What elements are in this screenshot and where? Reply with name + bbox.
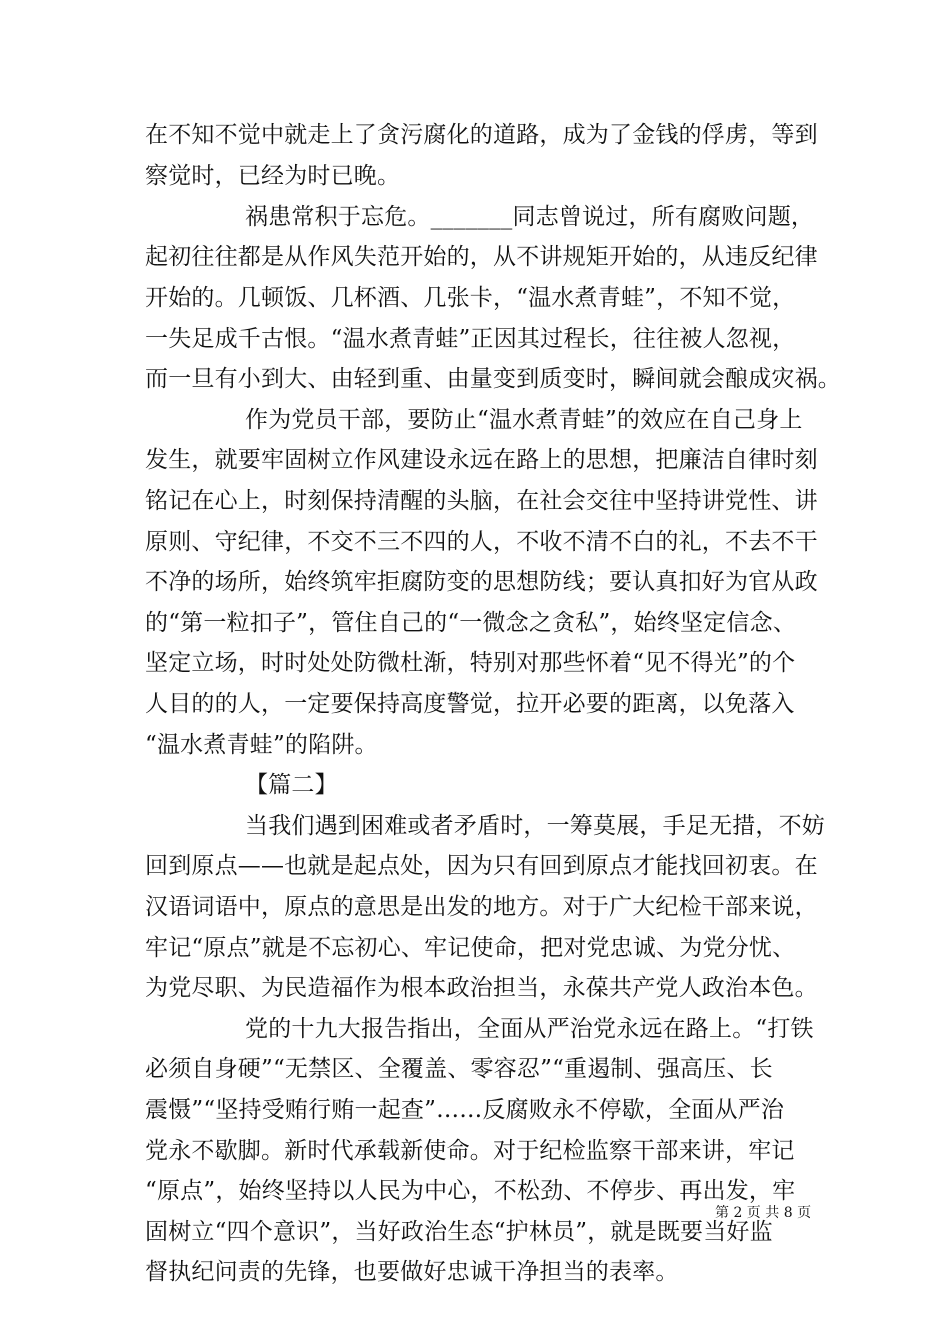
text-line: 而一旦有小到大、由轻到重、由量变到质变时，瞬间就会酿成灾祸。 (145, 366, 841, 392)
paragraph-first-line: 当我们遇到困难或者矛盾时，一筹莫展，手足无措，不妨 (245, 813, 825, 839)
page-number-footer: 第 2 页 共 8 页 (715, 1205, 812, 1221)
text-line: 发生，就要牢固树立作风建设永远在路上的思想，把廉洁自律时刻 (145, 447, 818, 473)
text-line: 原则、守纪律，不交不三不四的人，不收不清不白的礼，不去不干 (145, 529, 818, 555)
text-line: 固树立“四个意识”，当好政治生态“护林员”，就是既要当好监 (145, 1219, 773, 1245)
text-line: “温水煮青蛙”的陷阱。 (145, 732, 378, 758)
text-line: 起初往往都是从作风失范开始的，从不讲规矩开始的，从违反纪律 (145, 244, 818, 270)
text-line: 的“第一粒扣子”，管住自己的“一微念之贪私”，始终坚定信念、 (145, 610, 797, 636)
text-line: 不净的场所，始终筑牢拒腐防变的思想防线；要认真扣好为官从政 (145, 569, 818, 595)
text-line: 震慑”“坚持受贿行贿一起查”……反腐败永不停歇，全面从严治 (145, 1097, 785, 1123)
text-line: 一失足成千古恨。“温水煮青蛙”正因其过程长，往往被人忽视， (145, 326, 796, 352)
text-line: 回到原点——也就是起点处，因为只有回到原点才能找回初衷。在 (145, 853, 818, 879)
text-line: 牢记“原点”就是不忘初心、牢记使命，把对党忠诚、为党分忧、 (145, 935, 796, 961)
paragraph-first-line: 作为党员干部，要防止“温水煮青蛙”的效应在自己身上 (245, 407, 803, 433)
text-line: 坚定立场，时时处处防微杜渐，特别对那些怀着“见不得光”的个 (145, 650, 796, 676)
paragraph-first-line: 祸患常积于忘危。_______同志曾说过，所有腐败问题， (245, 204, 815, 230)
text-line: 督执纪问责的先锋，也要做好忠诚干净担当的表率。 (145, 1259, 679, 1285)
text-line: 察觉时，已经为时已晚。 (145, 163, 401, 189)
section-heading: 【篇二】 (245, 772, 338, 798)
text-line: 党永不歇脚。新时代承载新使命。对于纪检监察干部来讲，牢记 (145, 1138, 795, 1164)
paragraph-first-line: 党的十九大报告指出，全面从严治党永远在路上。“打铁 (245, 1016, 814, 1042)
text-line: 开始的。几顿饭、几杯酒、几张卡，“温水煮青蛙”，不知不觉， (145, 285, 796, 311)
text-line: 必须自身硬”“无禁区、全覆盖、零容忍”“重遏制、强高压、长 (145, 1056, 773, 1082)
text-line: 在不知不觉中就走上了贪污腐化的道路，成为了金钱的俘虏，等到 (145, 122, 818, 148)
text-line: “原点”，始终坚持以人民为中心，不松劲、不停步、再出发，牢 (145, 1178, 796, 1204)
text-line: 铭记在心上，时刻保持清醒的头脑，在社会交往中坚持讲党性、讲 (145, 488, 818, 514)
text-line: 为党尽职、为民造福作为根本政治担当，永葆共产党人政治本色。 (145, 975, 818, 1001)
text-line: 汉语词语中，原点的意思是出发的地方。对于广大纪检干部来说， (145, 894, 818, 920)
text-line: 人目的的人，一定要保持高度警觉，拉开必要的距离，以免落入 (145, 691, 795, 717)
